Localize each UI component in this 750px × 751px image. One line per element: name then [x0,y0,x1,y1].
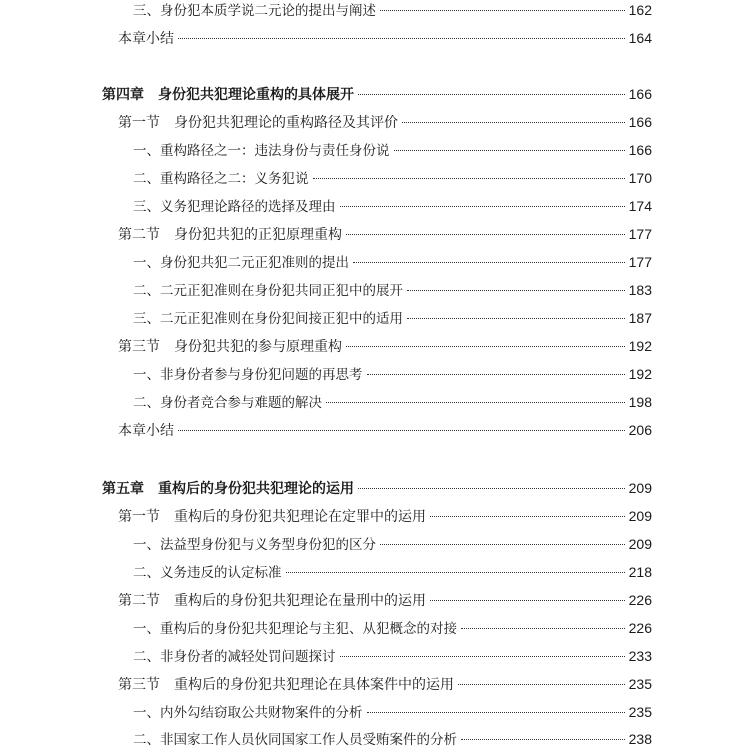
toc-chapter-label: 第五章 重构后的身份犯共犯理论的运用 [102,481,354,497]
toc-item [133,391,652,413]
toc-item [133,307,652,329]
toc-item [133,728,652,750]
toc-section [118,589,652,611]
toc-item-label: 三、身份犯本质学说二元论的提出与阐述 [133,3,376,19]
toc-page-number: 233 [628,648,652,664]
dot-leader [430,600,625,601]
toc-item [133,251,652,273]
toc-page-number: 209 [628,480,652,496]
toc-page-number: 166 [628,86,652,102]
dot-leader [407,290,625,291]
dot-leader [178,38,625,39]
toc-page-number: 177 [628,226,652,242]
toc-item [133,279,652,301]
dot-leader [394,150,625,151]
toc-item-label: 二、义务违反的认定标准 [133,565,282,581]
toc-item [133,561,652,583]
toc-item-label: 二、非国家工作人员伙同国家工作人员受贿案件的分析 [133,732,457,748]
toc-section-label: 第二节 身份犯共犯的正犯原理重构 [118,227,342,243]
toc-page-number: 183 [628,282,652,298]
toc-section-label: 第一节 身份犯共犯理论的重构路径及其评价 [118,115,398,131]
toc-page-number: 177 [628,254,652,270]
dot-leader [346,346,625,347]
dot-leader [430,516,625,517]
dot-leader [353,262,625,263]
toc-page-number: 238 [628,731,652,747]
toc-section [118,335,652,357]
dot-leader [286,572,625,573]
toc-section-label: 第一节 重构后的身份犯共犯理论在定罪中的运用 [118,509,426,525]
dot-leader [458,684,625,685]
toc-page-number: 235 [628,704,652,720]
toc-section [118,673,652,695]
dot-leader [367,374,625,375]
toc-page-number: 198 [628,394,652,410]
toc-item-label: 二、非身份者的减轻处罚问题探讨 [133,649,336,665]
toc-item-label: 一、重构路径之一：违法身份与责任身份说 [133,143,390,159]
toc-item-label: 二、身份者竞合参与难题的解决 [133,395,322,411]
toc-section-label: 第二节 重构后的身份犯共犯理论在量刑中的运用 [118,593,426,609]
toc-item [133,195,652,217]
toc-page-number: 235 [628,676,652,692]
toc-chapter-summary [118,27,652,49]
toc-item-label: 一、法益型身份犯与义务型身份犯的区分 [133,537,376,553]
dot-leader [358,488,625,489]
toc-item [133,139,652,161]
toc-item [133,645,652,667]
dot-leader [461,628,625,629]
dot-leader [407,318,625,319]
toc-section [118,111,652,133]
toc-page-number: 166 [628,114,652,130]
toc-page-number: 162 [628,2,652,18]
dot-leader [326,402,625,403]
toc-page-number: 192 [628,338,652,354]
dot-leader [340,656,625,657]
dot-leader [313,178,625,179]
toc-item-label: 三、二元正犯准则在身份犯间接正犯中的适用 [133,311,403,327]
toc-section [118,505,652,527]
toc-page-number: 166 [628,142,652,158]
toc-item [133,701,652,723]
toc-item-label: 一、身份犯共犯二元正犯准则的提出 [133,255,349,271]
toc-page-number: 164 [628,30,652,46]
toc-item [133,167,652,189]
toc-page-number: 206 [628,422,652,438]
toc-item-label: 二、重构路径之二：义务犯说 [133,171,309,187]
dot-leader [346,234,625,235]
toc-summary-label: 本章小结 [118,423,174,439]
dot-leader [380,544,625,545]
toc-item-label: 一、非身份者参与身份犯问题的再思考 [133,367,363,383]
toc-chapter [102,83,652,105]
dot-leader [380,10,625,11]
dot-leader [402,122,625,123]
toc-item-label: 一、内外勾结窃取公共财物案件的分析 [133,705,363,721]
toc-section [118,223,652,245]
toc-item [133,533,652,555]
dot-leader [178,430,625,431]
toc-page-number: 187 [628,310,652,326]
toc-page-number: 170 [628,170,652,186]
toc-section-label: 第三节 重构后的身份犯共犯理论在具体案件中的运用 [118,677,454,693]
dot-leader [340,206,625,207]
toc-page-number: 209 [628,536,652,552]
toc-chapter-summary [118,419,652,441]
toc-item-label: 一、重构后的身份犯共犯理论与主犯、从犯概念的对接 [133,621,457,637]
toc-page-number: 226 [628,592,652,608]
dot-leader [367,712,625,713]
toc-item-label: 三、义务犯理论路径的选择及理由 [133,199,336,215]
toc-chapter [102,477,652,499]
toc-page-number: 226 [628,620,652,636]
toc-section-label: 第三节 身份犯共犯的参与原理重构 [118,339,342,355]
toc-page-number: 192 [628,366,652,382]
dot-leader [358,94,625,95]
toc-page-number: 209 [628,508,652,524]
toc-chapter-label: 第四章 身份犯共犯理论重构的具体展开 [102,87,354,103]
toc-item [133,363,652,385]
toc-item-label: 二、二元正犯准则在身份犯共同正犯中的展开 [133,283,403,299]
dot-leader [461,739,625,740]
toc-summary-label: 本章小结 [118,31,174,47]
toc-item [133,0,652,21]
toc-item [133,617,652,639]
toc-page-number: 218 [628,564,652,580]
toc-page-number: 174 [628,198,652,214]
